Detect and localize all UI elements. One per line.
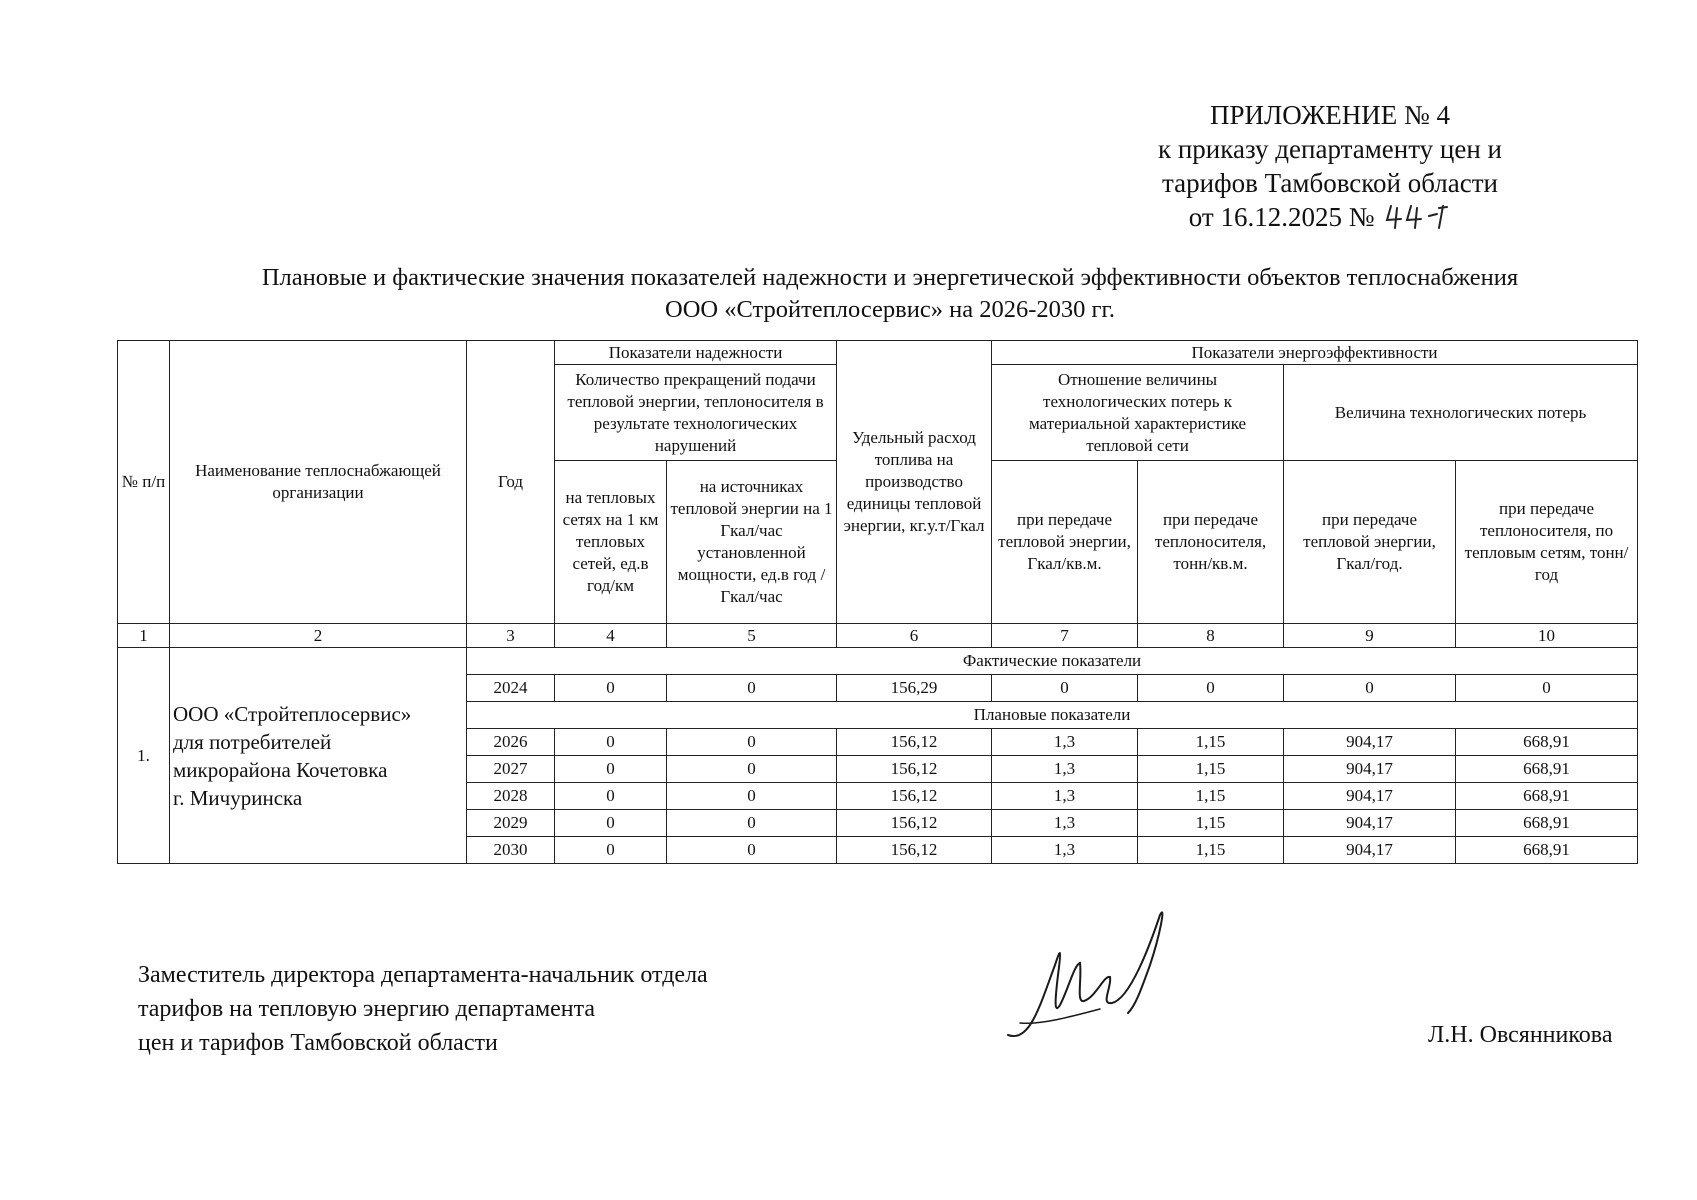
cell: 0 (555, 675, 667, 702)
cell: 904,17 (1284, 729, 1456, 756)
cell: 156,12 (837, 729, 992, 756)
cell: 668,91 (1456, 756, 1638, 783)
cell: 904,17 (1284, 783, 1456, 810)
cell: 156,12 (837, 783, 992, 810)
cell: 0 (992, 675, 1138, 702)
cell: 668,91 (1456, 783, 1638, 810)
col-number: 7 (992, 624, 1138, 648)
cell: 0 (555, 810, 667, 837)
cell: 0 (667, 729, 837, 756)
cell: 1,3 (992, 810, 1138, 837)
cell: 0 (667, 783, 837, 810)
cell: 1,15 (1138, 729, 1284, 756)
cell: 156,29 (837, 675, 992, 702)
cell: 0 (555, 837, 667, 864)
cell: 1,3 (992, 729, 1138, 756)
indicators-table (117, 340, 1638, 864)
cell-year: 2027 (467, 756, 555, 783)
col-number: 4 (555, 624, 667, 648)
header-col-10: при передаче теплоносителя, по тепловым сетям, тонн/год (1456, 461, 1638, 624)
header-col-7: при передаче тепловой энергии, Гкал/кв.м. (992, 461, 1138, 624)
signer-line: цен и тарифов Тамбовской области (138, 1030, 498, 1056)
header-num: № п/п (118, 341, 170, 624)
cell: 1,15 (1138, 756, 1284, 783)
signer-line: тарифов на тепловую энергию департамента (138, 996, 596, 1022)
col-number: 9 (1284, 624, 1456, 648)
cell: 0 (667, 837, 837, 864)
header-org: Наименование теплоснабжающей организации (170, 341, 467, 624)
cell: 668,91 (1456, 837, 1638, 864)
section-actual: Фактические показатели (467, 648, 1638, 675)
cell-year: 2026 (467, 729, 555, 756)
appendix-date (1120, 200, 1540, 234)
appendix-line-1: к приказу департаменту цен и (1157, 134, 1502, 164)
cell: 0 (667, 756, 837, 783)
cell-year: 2028 (467, 783, 555, 810)
col-number: 2 (170, 624, 467, 648)
cell: 156,12 (837, 810, 992, 837)
header-fuel: Удельный расход топлива на производство единицы тепловой энергии, кг.у.т/Гкал (837, 341, 992, 624)
cell: 668,91 (1456, 729, 1638, 756)
signer-line: Заместитель директора департамента-начальник отдела (138, 962, 708, 988)
header-efficiency: Показатели энергоэффективности (992, 341, 1638, 365)
row-number: 1. (118, 648, 170, 864)
cell-year: 2024 (467, 675, 555, 702)
cell-year: 2030 (467, 837, 555, 864)
appendix-line-2: тарифов Тамбовской области (1162, 168, 1498, 198)
document-title (140, 262, 1640, 326)
header-ratio: Отношение величины технологических потерь к материальной характеристике тепловой сети (992, 365, 1284, 461)
cell: 1,15 (1138, 810, 1284, 837)
cell: 156,12 (837, 837, 992, 864)
document-title-line-2: ООО «Стройтеплосервис» на 2026-2030 гг. (665, 296, 1115, 323)
appendix-date-prefix: от 16.12.2025 № (1188, 202, 1375, 232)
cell: 1,3 (992, 756, 1138, 783)
header-interruptions: Количество прекращений подачи тепловой энергии, теплоносителя в результате технологических нарушений (555, 365, 837, 461)
signer-name: Л.Н. Овсянникова (1428, 1022, 1613, 1048)
col-number: 3 (467, 624, 555, 648)
appendix-title: ПРИЛОЖЕНИЕ № 4 (1209, 100, 1451, 130)
cell: 156,12 (837, 756, 992, 783)
col-number: 5 (667, 624, 837, 648)
cell: 1,15 (1138, 783, 1284, 810)
section-planned: Плановые показатели (467, 702, 1638, 729)
header-col-5: на источниках тепловой энергии на 1 Гкал/час установленной мощности, ед.в год /Гкал/час (667, 461, 837, 624)
organization-name-line: г. Мичуринска (173, 785, 303, 810)
col-number: 10 (1456, 624, 1638, 648)
col-number: 1 (118, 624, 170, 648)
organization-name-line: микрорайона Кочетовка (173, 757, 388, 782)
cell: 904,17 (1284, 756, 1456, 783)
cell: 0 (1138, 675, 1284, 702)
organization-name-line: для потребителей (173, 729, 332, 754)
handwritten-order-number (1381, 202, 1471, 232)
cell: 0 (1456, 675, 1638, 702)
column-number-row (118, 624, 1638, 648)
cell: 668,91 (1456, 810, 1638, 837)
cell: 1,3 (992, 783, 1138, 810)
header-losses: Величина технологических потерь (1284, 365, 1638, 461)
col-number: 8 (1138, 624, 1284, 648)
cell: 904,17 (1284, 837, 1456, 864)
header-year: Год (467, 341, 555, 624)
cell: 0 (1284, 675, 1456, 702)
appendix-header (1120, 98, 1540, 234)
col-number: 6 (837, 624, 992, 648)
cell: 1,15 (1138, 837, 1284, 864)
cell: 904,17 (1284, 810, 1456, 837)
organization-name (170, 648, 467, 864)
header-col-8: при передаче теплоносителя, тонн/кв.м. (1138, 461, 1284, 624)
organization-name-line: ООО «Стройтеплосервис» (173, 701, 412, 726)
cell: 1,3 (992, 837, 1138, 864)
cell: 0 (667, 810, 837, 837)
cell: 0 (555, 729, 667, 756)
signer-position (138, 958, 708, 1060)
cell: 0 (555, 783, 667, 810)
header-col-4: на тепловых сетях на 1 км тепловых сетей, ед.в год/км (555, 461, 667, 624)
document-title-line-1: Плановые и фактические значения показателей надежности и энергетической эффективности объектов теплоснабжения (261, 264, 1519, 291)
cell: 0 (667, 675, 837, 702)
header-col-9: при передаче тепловой энергии, Гкал/год. (1284, 461, 1456, 624)
handwritten-signature (1000, 905, 1180, 1045)
header-reliability: Показатели надежности (555, 341, 837, 365)
cell: 0 (555, 756, 667, 783)
cell-year: 2029 (467, 810, 555, 837)
